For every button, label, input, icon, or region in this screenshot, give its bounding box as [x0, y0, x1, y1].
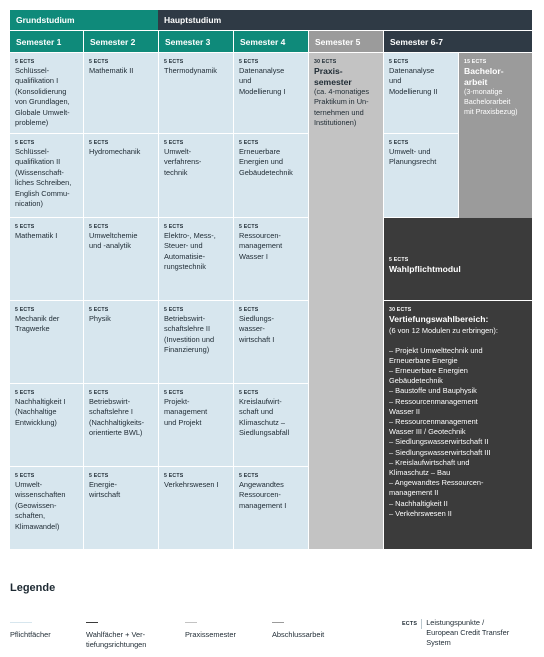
- legend-swatch-abschluss: [272, 622, 284, 623]
- semester-4-header: [234, 31, 308, 52]
- module-cell: [10, 53, 83, 133]
- semester-5-label: Semester 5: [315, 36, 361, 47]
- module-cell: [234, 53, 308, 133]
- ects-label: 5 ECTS: [239, 473, 259, 479]
- module-cell: [84, 218, 158, 300]
- ects-label: 30 ECTS: [314, 59, 337, 65]
- module-cell: [10, 467, 83, 549]
- module-cell: [84, 467, 158, 549]
- vertiefung-subtitle: (6 von 12 Modulen zu erbringen):: [389, 325, 498, 335]
- ects-label: 5 ECTS: [15, 307, 35, 313]
- module-cell: [10, 134, 83, 217]
- list-item: – Ressourcenmanagement Wasser III / Geotechnik: [389, 416, 478, 437]
- list-item: – Angewandtes Ressourcen- management II: [389, 478, 484, 498]
- module-name: Mechanik der Tragwerke: [15, 314, 60, 334]
- bachelorarbeit-desc: (3-monatige Bachelorarbeit mit Praxisbezug): [464, 87, 518, 116]
- phase-grundstudium-label: Grundstudium: [16, 15, 75, 25]
- semester-3-header: [159, 31, 233, 52]
- legend-label-abschluss: Abschlussarbeit: [272, 630, 325, 639]
- module-cell: [159, 134, 233, 217]
- semester-2-label: Semester 2: [90, 36, 136, 47]
- list-item: – Siedlungswasserwirtschaft II: [389, 437, 489, 447]
- praxissemester-desc: (ca. 4-monatiges Praktikum in Un- ternehmen und Institutionen): [314, 87, 370, 128]
- ects-label: 5 ECTS: [389, 59, 409, 65]
- ects-label: 5 ECTS: [89, 390, 109, 396]
- module-name: Betriebswirt- schaftslehre II (Investition und Finanzierung): [164, 314, 215, 355]
- ects-label: 15 ECTS: [464, 59, 487, 65]
- ects-label: 5 ECTS: [239, 140, 259, 146]
- module-cell: [10, 218, 83, 300]
- semester-4-label: Semester 4: [240, 36, 286, 47]
- module-name: Energie- wirtschaft: [89, 480, 121, 500]
- module-name: Umwelt- und Planungsrecht: [389, 147, 437, 167]
- list-item: – Projekt Umwelttechnik und Erneuerbare Energie: [389, 345, 483, 365]
- ects-label: 5 ECTS: [15, 140, 35, 146]
- module-name: Umweltchemie und -analytik: [89, 231, 138, 251]
- legend-swatch-wahl: [86, 622, 98, 623]
- ects-label: 5 ECTS: [239, 390, 259, 396]
- module-cell: [384, 53, 458, 133]
- module-cell: [84, 134, 158, 217]
- module-cell: [159, 301, 233, 383]
- module-cell: [84, 384, 158, 466]
- module-cell: [234, 301, 308, 383]
- module-name: Ressourcen- management Wasser I: [239, 231, 283, 261]
- legend-label-praxis: Praxissemester: [185, 630, 236, 639]
- semester-3-label: Semester 3: [165, 36, 211, 47]
- wahlpflichtmodul-title: Wahlpflichtmodul: [389, 264, 461, 274]
- wahlpflichtmodul-block: [384, 218, 532, 300]
- legend-label-pflicht: Pflichtfächer: [10, 630, 51, 639]
- phase-hauptstudium-label: Hauptstudium: [164, 15, 222, 25]
- ects-label: 5 ECTS: [389, 257, 409, 263]
- module-cell: [159, 384, 233, 466]
- module-name: Schlüssel- qualifikation I (Konsolidierung von Grundlagen, Globale Umwelt- probleme): [15, 66, 70, 128]
- module-name: Nachhaltigkeit I (Nachhaltige Entwicklung): [15, 397, 66, 427]
- ects-label: 5 ECTS: [164, 390, 184, 396]
- list-item: – Nachhaltigkeit II: [389, 498, 448, 508]
- ects-label: 5 ECTS: [239, 59, 259, 65]
- praxissemester-title: Praxis- semester: [314, 66, 352, 87]
- phase-hauptstudium: [158, 10, 532, 30]
- ects-label: 5 ECTS: [164, 224, 184, 230]
- module-name: Erneuerbare Energien und Gebäudetechnik: [239, 147, 293, 177]
- module-name: Mathematik I: [15, 231, 58, 240]
- module-name: Mathematik II: [89, 66, 134, 75]
- module-cell: [234, 218, 308, 300]
- vertiefung-list: [389, 346, 527, 519]
- module-name: Thermodynamik: [164, 66, 217, 75]
- list-item: – Siedlungswasserwirtschaft III: [389, 447, 491, 457]
- ects-label: 5 ECTS: [89, 307, 109, 313]
- semester-2-header: [84, 31, 158, 52]
- legend-swatch-pflicht: [10, 622, 32, 623]
- ects-label: 5 ECTS: [164, 307, 184, 313]
- list-item: – Kreislaufwirtschaft und Klimaschutz – Bau: [389, 457, 470, 477]
- list-item: – Baustoffe und Bauphysik: [389, 386, 477, 396]
- list-item: Gebäudetechnik: [389, 376, 443, 386]
- ects-label: 5 ECTS: [89, 224, 109, 230]
- module-name: Schlüssel- qualifikation II (Wissenschaft- liches Schreiben, English Commu- nication): [15, 147, 72, 209]
- praxissemester-block: [309, 53, 383, 549]
- list-item: – Ressourcenmanagement Wasser II: [389, 396, 478, 416]
- module-name: Verkehrswesen I: [164, 480, 219, 489]
- module-cell: [159, 467, 233, 549]
- module-cell: [234, 134, 308, 217]
- module-cell: [234, 384, 308, 466]
- module-cell: [159, 218, 233, 300]
- module-name: Datenanalyse und Modellierung I: [239, 66, 286, 96]
- legend-swatch-praxis: [185, 622, 197, 623]
- module-cell: [159, 53, 233, 133]
- ects-label: 5 ECTS: [15, 390, 35, 396]
- ects-label: 5 ECTS: [15, 224, 35, 230]
- semester-6-7-header: [384, 31, 532, 52]
- module-name: Angewandtes Ressourcen- management I: [239, 480, 287, 510]
- semester-1-label: Semester 1: [16, 36, 62, 47]
- semester-5-header: [309, 31, 383, 52]
- ects-label: 5 ECTS: [89, 473, 109, 479]
- module-name: Umwelt- wissenschaften (Geowissen- schaften, Klimawandel): [15, 480, 66, 531]
- vertiefung-title: Vertiefungswahlbereich:: [389, 314, 489, 324]
- module-name: Physik: [89, 314, 111, 323]
- module-cell: [84, 53, 158, 133]
- ects-label: 5 ECTS: [239, 224, 259, 230]
- bachelorarbeit-title: Bachelor- arbeit: [464, 66, 504, 87]
- phase-grundstudium: [10, 10, 158, 30]
- list-item: – Verkehrswesen II: [389, 508, 452, 518]
- legend-title: Legende: [10, 582, 56, 594]
- module-name: Projekt- management und Projekt: [164, 397, 208, 427]
- ects-label: 5 ECTS: [164, 140, 184, 146]
- ects-label: 5 ECTS: [164, 59, 184, 65]
- module-cell: [84, 301, 158, 383]
- semester-1-header: [10, 31, 83, 52]
- module-cell: [10, 384, 83, 466]
- module-name: Elektro-, Mess-, Steuer- und Automatisie- rungstechnik: [164, 231, 216, 272]
- list-item: – Erneuerbare Energien: [389, 365, 468, 375]
- module-name: Hydromechanik: [89, 147, 141, 156]
- legend-ects: [402, 618, 534, 648]
- module-cell: [10, 301, 83, 383]
- module-name: Betriebswirt- schaftslehre I (Nachhaltigkeits- orientierte BWL): [89, 397, 145, 438]
- bachelorarbeit-block: [459, 53, 532, 223]
- ects-label: 5 ECTS: [239, 307, 259, 313]
- legend-label-wahl: Wahlfächer + Ver- tiefungsrichtungen: [86, 630, 147, 649]
- vertiefungswahlbereich-block: [384, 301, 532, 549]
- ects-label: 5 ECTS: [15, 59, 35, 65]
- module-cell: [234, 467, 308, 549]
- module-name: Kreislaufwirt- schaft und Klimaschutz – Siedlungsabfall: [239, 397, 290, 438]
- ects-label: 30 ECTS: [389, 307, 412, 313]
- ects-label: 5 ECTS: [89, 140, 109, 146]
- ects-label: 5 ECTS: [15, 473, 35, 479]
- semester-6-7-label: Semester 6-7: [390, 36, 443, 47]
- ects-label: 5 ECTS: [389, 140, 409, 146]
- legend-ects-text: Leistungspunkte / European Credit Transfer System: [426, 618, 510, 647]
- ects-label: 5 ECTS: [164, 473, 184, 479]
- module-name: Siedlungs- wasser- wirtschaft I: [239, 314, 275, 344]
- module-name: Datenanalyse und Modellierung II: [389, 66, 438, 96]
- legend-ects-abbr: ECTS: [402, 619, 422, 629]
- module-cell: [384, 134, 458, 217]
- ects-label: 5 ECTS: [89, 59, 109, 65]
- module-name: Umwelt- verfahrens- technik: [164, 147, 202, 177]
